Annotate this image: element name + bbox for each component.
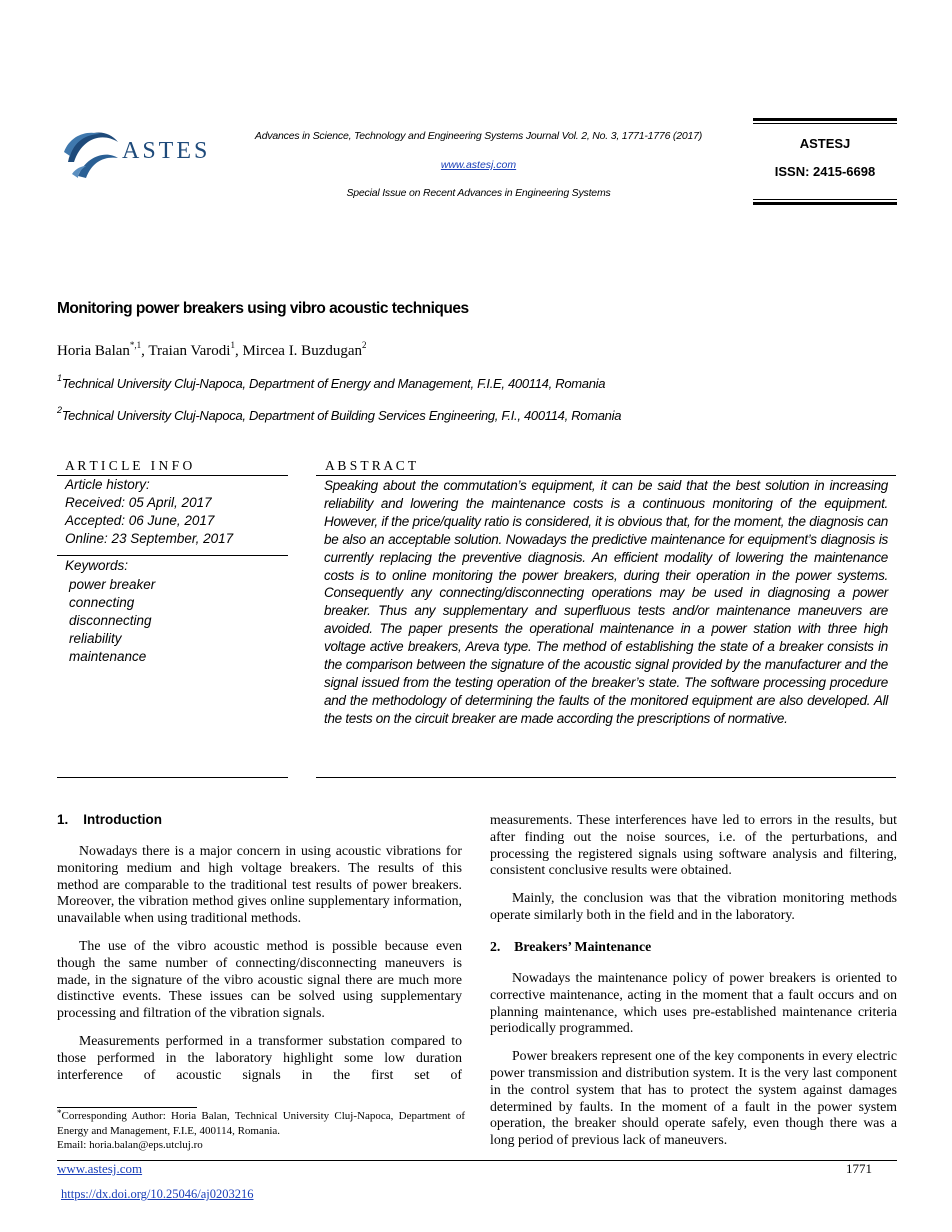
paper-title: Monitoring power breakers using vibro acoustic techniques (57, 300, 469, 317)
paragraph: measurements. These interferences have led to errors in the results, but after finding out the noise sources, i.e. of the perturbations, and processing the registered signals using software analysis and filtering, consistent conclusive results were obtained. (490, 812, 897, 878)
keyword: disconnecting (69, 613, 152, 628)
page-number: 1771 (846, 1161, 872, 1176)
abstract-heading: A B S T R A C T (325, 458, 417, 473)
footer-rule (57, 1160, 897, 1161)
journal-logo (60, 122, 210, 182)
footnote: *Corresponding Author: Horia Balan, Technical University Cluj-Napoca, Department of Energy and Management, F.I.E, 400114, Romania. Email: horia.balan@eps.utcluj.ro (57, 1108, 465, 1151)
author-list: Horia Balan$^{*,1}$, Traian Varodi$^1$, Mircea I. Buzdugan$^2$ (57, 340, 367, 359)
author-1: Horia Balan (57, 343, 130, 359)
astes-swirl-icon (60, 122, 122, 182)
accepted-date: Accepted: 06 June, 2017 (65, 513, 215, 528)
logo-text: ASTES (122, 138, 211, 164)
article-info-bottom-rule (57, 777, 288, 778)
paragraph: Measurements performed in a transformer substation compared to those performed in the laboratory highlight some low duration interference of acoustic signals in the first set of (57, 1032, 462, 1082)
article-history (65, 476, 233, 548)
author-3-sup: 2 (362, 340, 367, 350)
footnote-rule (57, 1107, 197, 1108)
author-2: Traian Varodi (148, 343, 231, 359)
article-info-heading: A R T I C L E I N F O (65, 458, 193, 473)
badge-rule-top-thin (753, 123, 897, 124)
keyword: power breaker (69, 577, 156, 592)
history-rule (57, 555, 288, 556)
author-1-sup: *,1 (129, 340, 142, 350)
author-2-sup: 1 (230, 340, 235, 350)
affiliation-1: $^1$Technical University Cluj-Napoca, Department of Energy and Management, F.I.E, 400114, Romania (57, 373, 606, 391)
section-1-heading: 1. Introduction (57, 812, 162, 827)
paragraph: Power breakers represent one of the key components in every electric power transmission and distribution system. It is the very last component in the control system that has to protect the system against damages determined by faults. In the moment of a fault in the power system operation, the breaker should operate safely, even though there was a long period of previous lack of maneuvers. (490, 1048, 897, 1148)
paragraph: Nowadays there is a major concern in using acoustic vibrations for monitoring medium and high voltage breakers. The results of this method are comparable to the traditional test results of power breakers. Moreover, the vibration method gives online supplementary information, unavailable when using traditional methods. (57, 843, 462, 926)
keyword: reliability (69, 631, 122, 646)
author-3: Mircea I. Buzdugan (242, 343, 363, 359)
affiliation-2: $^2$Technical University Cluj-Napoca, Department of Building Services Engineering, F.I., 400114, Romania (57, 405, 622, 423)
paragraph: Mainly, the conclusion was that the vibration monitoring methods operate similarly both in the field and in the laboratory. (490, 890, 897, 922)
keyword: connecting (69, 595, 135, 610)
section-2-body (490, 970, 897, 1160)
abstract-text: Speaking about the commutation’s equipment, it can be said that the best solution in increasing reliability and lowering the maintenance costs is a continuous monitoring of the equipment. However, if the price/quality ratio is considered, it is obvious that, for the moment, the diagnosis can be also an acceptable solution. Nowadays the predictive maintenance for equipment’s diagnosis is currently replacing the preventive diagnosis. An efficient modality of lowering the maintenance costs is to online monitoring the power breakers, during their operation in the power systems. Consequently any connecting/disconnecting operations may be used in diagnosing a power breaker. Thus any supplementary and superfluous tests and/or maintenance maneuvers are avoided. The paper presents the operational maintenance in a power station with three high voltage active breakers, Areva type. The method of establishing the state of a breaker consists in the comparison between the signature of the acoustic signal provided by the manufacturer and the signal issued from the testing operation of the breaker’s state. The software processing procedure and the methodology of determining the faults of the monitored equipment are also developed. All the tests on the circuit breaker are made according the prescriptions of normative. (324, 478, 888, 726)
online-date: Online: 23 September, 2017 (65, 531, 234, 546)
abstract-bottom-rule (316, 777, 896, 778)
history-label: Article history: (65, 477, 150, 492)
journal-website-link[interactable]: www.astesj.com (440, 159, 517, 171)
special-issue: Special Issue on Recent Advances in Engineering Systems (346, 187, 611, 199)
footnote-email: Email: horia.balan@eps.utcluj.ro (57, 1139, 203, 1151)
keywords-list (69, 576, 155, 666)
journal-line: Advances in Science, Technology and Engineering Systems Journal Vol. 2, No. 3, 1771-1776 (2017) (254, 130, 703, 142)
abstract-rule (316, 475, 896, 476)
badge-issn: ISSN: 2415-6698 (774, 164, 876, 179)
badge-rule-bottom-thin (753, 199, 897, 200)
column-2-body (490, 812, 897, 935)
paragraph: Nowadays the maintenance policy of power breakers is oriented to corrective maintenance, acting in the moment that a fault occurs and on planning maintenance, which uses pre-established maintenance criteria periodically programmed. (490, 970, 897, 1036)
keywords-label: Keywords: (65, 558, 129, 573)
received-date: Received: 05 April, 2017 (65, 495, 212, 510)
paragraph: The use of the vibro acoustic method is possible because even though the same number of connecting/disconnecting maneuvers is made, in the signature of the vibro acoustic signal there are much more distinctive events. These issues can be solved using supplementary processing and filtration of the vibration signals. (57, 937, 462, 1021)
badge-rule-top (753, 118, 897, 121)
keyword: maintenance (69, 649, 147, 664)
section-1-body (57, 843, 462, 1094)
footer-website-link[interactable]: www.astesj.com (57, 1161, 143, 1176)
doi-link[interactable]: https://dx.doi.org/10.25046/aj0203216 (61, 1187, 254, 1201)
footnote-text: Corresponding Author: Horia Balan, Technical University Cluj-Napoca, Department of Energy and Management, F.I.E, 400114, Romania. (57, 1110, 465, 1137)
badge-rule-bottom (753, 202, 897, 205)
section-2-heading: 2. Breakers’ Maintenance (490, 939, 652, 954)
badge-title: ASTESJ (799, 136, 851, 151)
